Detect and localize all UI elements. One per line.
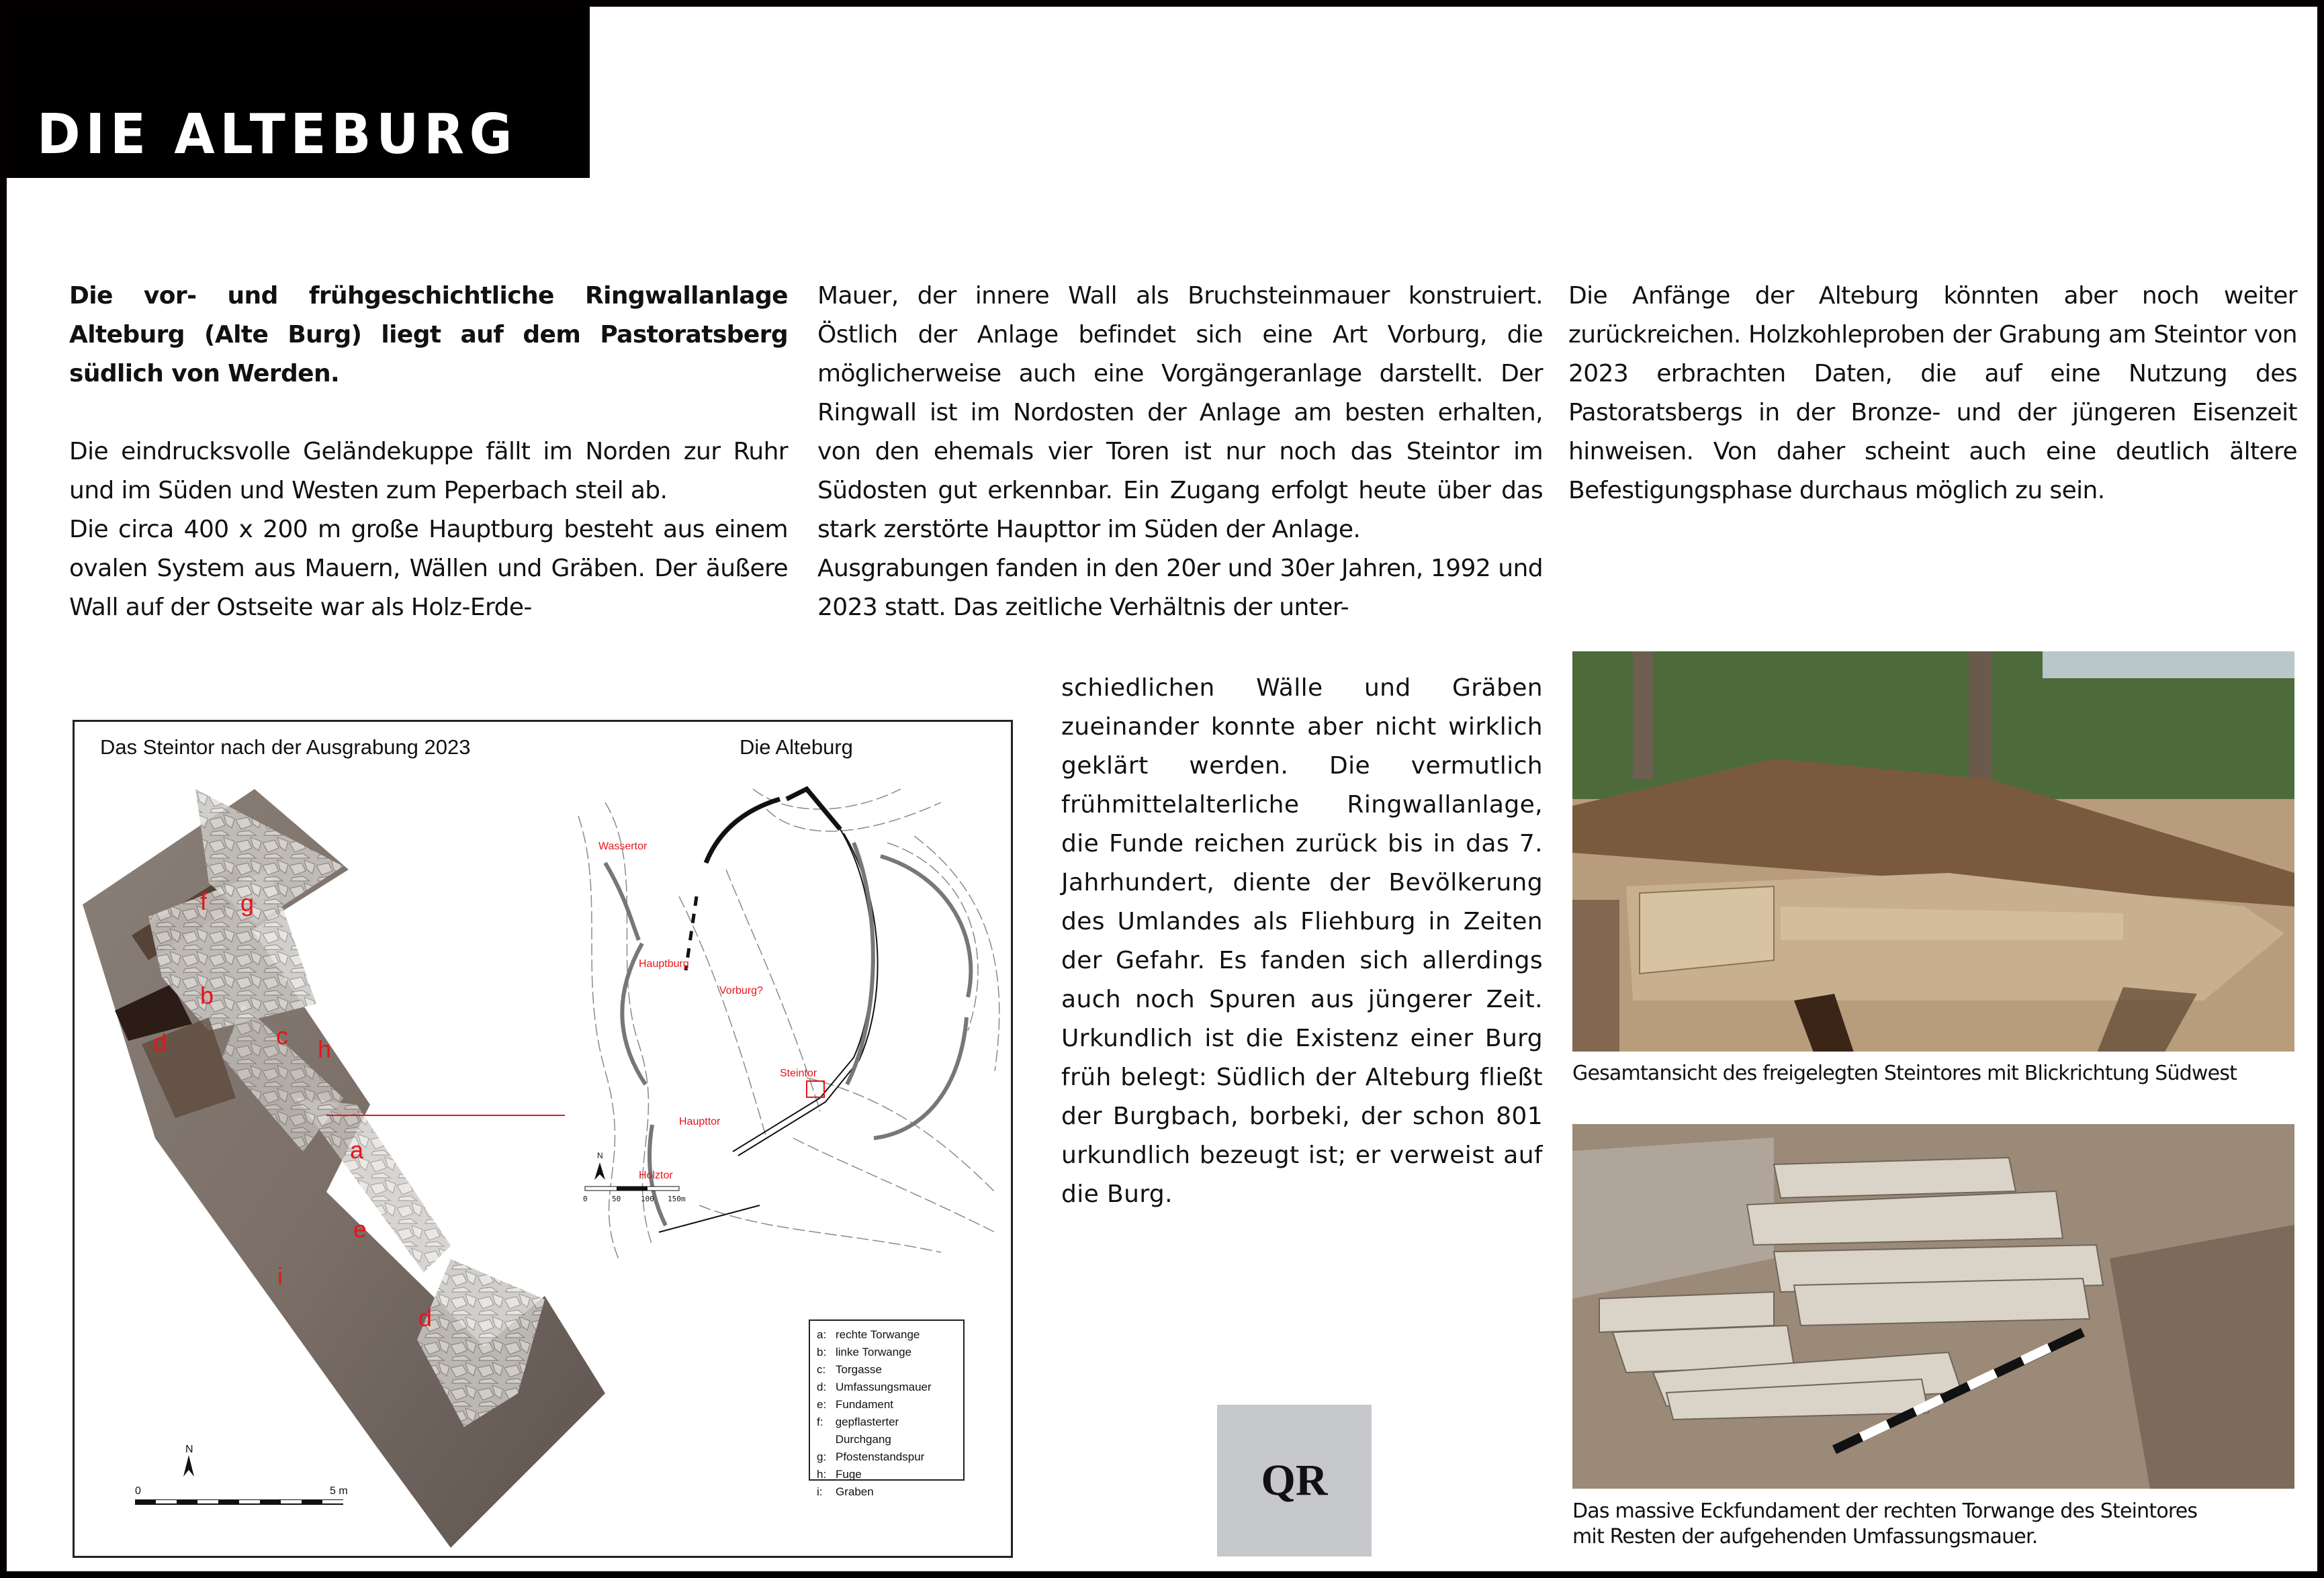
text-column-2	[817, 277, 1543, 627]
svg-text:N: N	[185, 1444, 193, 1455]
legend-row: a: rechte Torwange	[817, 1328, 920, 1341]
plan-label-i: i	[277, 1262, 283, 1290]
legend-row: b: linke Torwange	[817, 1346, 912, 1358]
legend-row: e: Fundament	[817, 1398, 893, 1411]
text-column-3	[1568, 277, 2297, 510]
page-title: DIE ALTEBURG	[37, 103, 518, 167]
svg-text:100: 100	[641, 1195, 654, 1203]
legend-row: d: Umfassungsmauer	[817, 1381, 932, 1393]
plan-label-b: b	[200, 982, 214, 1009]
text-column-2-continued	[1061, 669, 1543, 1214]
legend-row: f: gepflasterter Durchgang	[817, 1415, 899, 1446]
svg-text:150m: 150m	[668, 1195, 686, 1203]
map-label-haupttor: Haupttor	[679, 1116, 721, 1127]
photo-eckfundament	[1572, 1124, 2294, 1489]
photo-steintor-overview	[1572, 651, 2294, 1052]
paragraph: Die circa 400 x 200 m große Hauptburg besteht aus einem ovalen System aus Mauern, Wällen und Gräben. Der äußere Wall auf der Ostseite war als Holz-Erde-	[69, 516, 788, 621]
paragraph: Ausgrabungen fanden in den 20er und 30er Jahren, 1992 und 2023 statt. Das zeitliche Verhältnis der unter-	[817, 555, 1543, 621]
plan-label-f: f	[200, 888, 208, 915]
map-caption: Die Alteburg	[740, 735, 853, 759]
legend-row: g: Pfostenstandspur	[817, 1450, 925, 1463]
excavation-figure	[73, 720, 1013, 1558]
svg-text:N: N	[597, 1151, 603, 1160]
map-label-wassertor: Wassertor	[598, 841, 647, 852]
plan-label-d: d	[153, 1029, 167, 1056]
paragraph: Mauer, der innere Wall als Bruchsteinmauer konstruiert. Östlich der Anlage befindet sich eine Art Vorburg, die möglicherweise auch eine Vorgängeranlage darstellt. Der Ringwall ist im Nordosten der Anlage am besten erhalten, von den ehemals vier Toren ist nur noch das Steintor im Südosten gut erkennbar. Ein Zugang erfolgt heute über das stark zerstörte Haupttor im Süden der Anlage.	[817, 282, 1543, 543]
svg-text:0: 0	[583, 1195, 588, 1203]
plan-label-d2: d	[418, 1304, 433, 1332]
svg-text:5 m: 5 m	[330, 1485, 348, 1497]
map-label-hauptburg: Hauptburg	[639, 958, 689, 970]
qr-label: QR	[1261, 1456, 1328, 1505]
svg-text:50: 50	[612, 1195, 621, 1203]
legend-row: i: Graben	[817, 1485, 874, 1498]
photo2-caption: Das massive Eckfundament der rechten Torwange des Steintores mit Resten der aufgehenden Umfassungsmauer.	[1572, 1499, 2198, 1548]
plan-label-c: c	[276, 1022, 288, 1050]
lead-paragraph: Die vor- und frühgeschichtliche Ringwallanlage Alteburg (Alte Burg) liegt auf dem Pastoratsberg südlich von Werden.	[69, 282, 788, 387]
plan-scalebar	[135, 1485, 348, 1505]
map-label-vorburg: Vorburg?	[719, 985, 763, 996]
plan-label-e: e	[353, 1215, 367, 1243]
site-map	[565, 762, 1011, 1279]
map-label-holztor: Holztor	[639, 1170, 673, 1181]
info-panel	[7, 7, 2317, 1571]
plan-caption: Das Steintor nach der Ausgrabung 2023	[100, 735, 471, 759]
paragraph: schiedlichen Wälle und Gräben zueinander konnte aber nicht wirklich geklärt werden. Die vermutlich frühmittelalterliche Ringwallanlage, die Funde reichen zurück bis in das 7. Jahrhundert, diente der Bevölkerung des Umlandes als Fliehburg in Zeiten der Gefahr. Es fanden sich allerdings auch noch Spuren aus jüngerer Zeit. Urkundlich ist die Existenz einer Burg früh belegt: Südlich der Alteburg fließt der Burgbach, borbeki, der schon 801 urkundlich bezeugt ist; er verweist auf die Burg.	[1061, 674, 1543, 1208]
paragraph: Die Anfänge der Alteburg könnten aber noch weiter zurückreichen. Holzkohleproben der Grabung am Steintor von 2023 erbrachten Daten, die auf eine Nutzung des Pastoratsbergs in der Bronze- und der jüngeren Eisenzeit hinweisen. Von daher scheint auch eine deutlich ältere Befestigungsphase durchaus möglich zu sein.	[1568, 282, 2297, 504]
plan-label-g: g	[240, 889, 255, 917]
plan-label-h: h	[318, 1035, 332, 1063]
north-arrow-icon	[183, 1444, 194, 1477]
photo1-caption: Gesamtansicht des freigelegten Steintores mit Blickrichtung Südwest	[1572, 1062, 2237, 1085]
plan-label-a: a	[350, 1136, 364, 1164]
svg-text:0: 0	[135, 1485, 141, 1497]
legend-row: h: Fuge	[817, 1468, 862, 1481]
qr-code-placeholder[interactable]	[1217, 1405, 1372, 1557]
paragraph: Die eindrucksvolle Geländekuppe fällt im Norden zur Ruhr und im Süden und Westen zum Peperbach steil ab.	[69, 438, 788, 504]
legend-row: c: Torgasse	[817, 1363, 882, 1376]
map-label-steintor: Steintor	[780, 1068, 817, 1079]
title-band	[7, 7, 590, 178]
plan-legend	[809, 1319, 965, 1498]
text-column-1	[69, 277, 788, 627]
